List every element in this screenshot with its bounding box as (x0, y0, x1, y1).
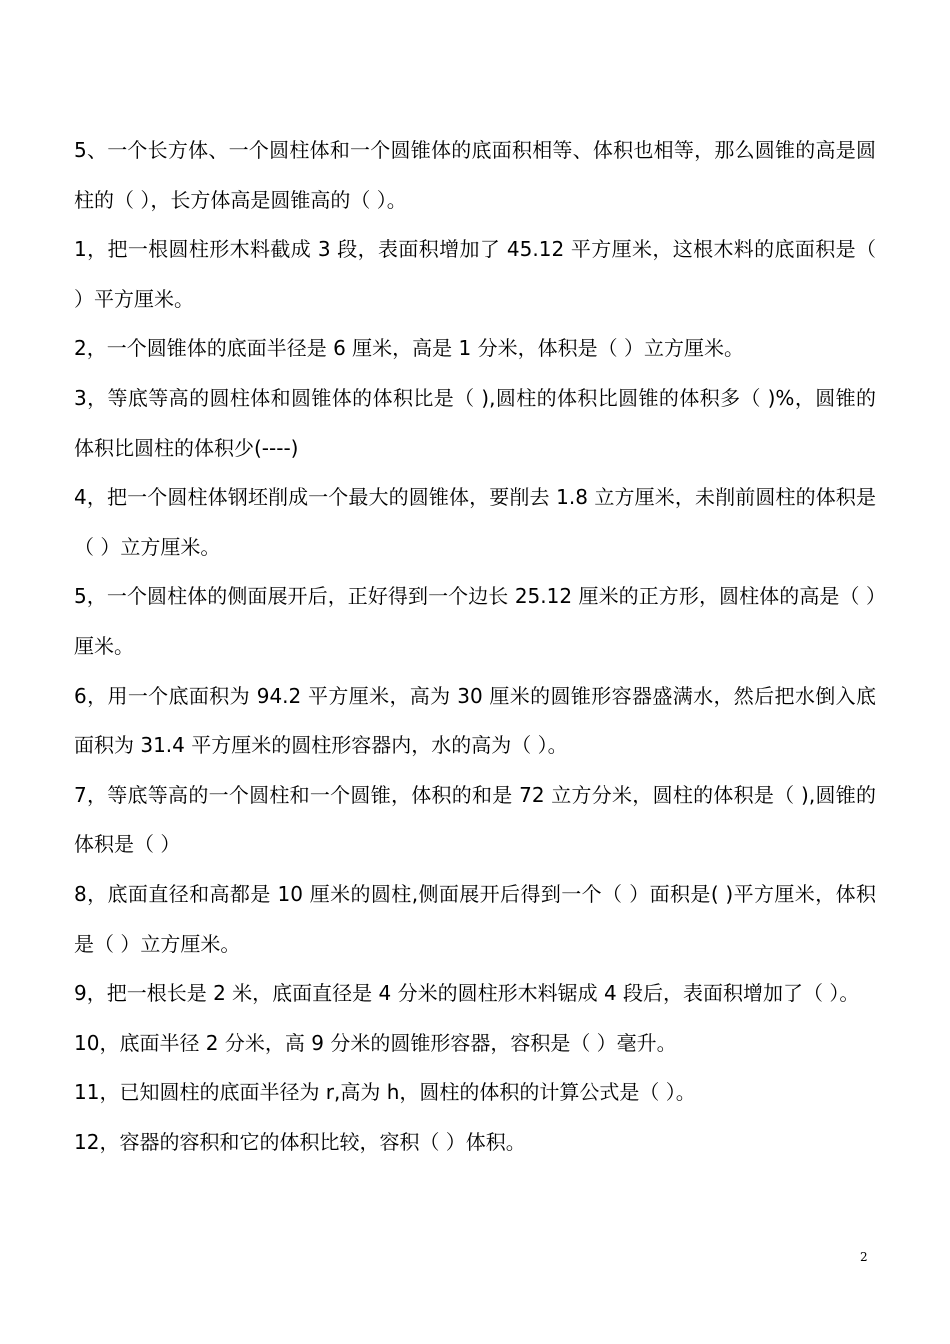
question-item: 2，一个圆锥体的底面半径是 6 厘米，高是 1 分米，体积是（ ）立方厘米。 (74, 336, 744, 361)
question-list (74, 126, 876, 1167)
question-item: 4，把一个圆柱体钢坯削成一个最大的圆锥体，要削去 1.8 立方厘米，未削前圆柱的体积是（ ）立方厘米。 (74, 485, 876, 559)
question-item: 8，底面直径和高都是 10 厘米的圆柱,侧面展开后得到一个（ ）面积是( )平方厘米，体积是（ ）立方厘米。 (74, 881, 876, 956)
question-item: 5、一个长方体、一个圆柱体和一个圆锥体的底面积相等、体积也相等，那么圆锥的高是圆柱的（ ），长方体高是圆锥高的（ ）。 (74, 138, 876, 212)
question-item: 1，把一根圆柱形木料截成 3 段，表面积增加了 45.12 平方厘米，这根木料的底面积是（ ）平方厘米。 (74, 237, 876, 311)
question-item: 9，把一根长是 2 米，底面直径是 4 分米的圆柱形木料锯成 4 段后，表面积增加了（ ）。 (74, 981, 860, 1006)
question-item: 12，容器的容积和它的体积比较，容积（ ）体积。 (74, 1129, 526, 1154)
question-item: 10，底面半径 2 分米，高 9 分米的圆锥形容器，容积是（ ）毫升。 (74, 1030, 677, 1055)
question-item: 11，已知圆柱的底面半径为 r,高为 h，圆柱的体积的计算公式是（ ）。 (74, 1080, 696, 1105)
question-item: 3，等底等高的圆柱体和圆锥体的体积比是（ ),圆柱的体积比圆锥的体积多（ )%，圆锥的体积比圆柱的体积少(----) (74, 385, 876, 460)
question-item: 6，用一个底面积为 94.2 平方厘米，高为 30 厘米的圆锥形容器盛满水，然后把水倒入底面积为 31.4 平方厘米的圆柱形容器内，水的高为（ ）。 (74, 683, 876, 758)
question-item: 7，等底等高的一个圆柱和一个圆锥，体积的和是 72 立方分米，圆柱的体积是（ ),圆锥的体积是（ ） (74, 782, 876, 857)
question-item: 5，一个圆柱体的侧面展开后，正好得到一个边长 25.12 厘米的正方形，圆柱体的高是（ ）厘米。 (74, 584, 876, 658)
page-number: 2 (860, 1250, 868, 1264)
